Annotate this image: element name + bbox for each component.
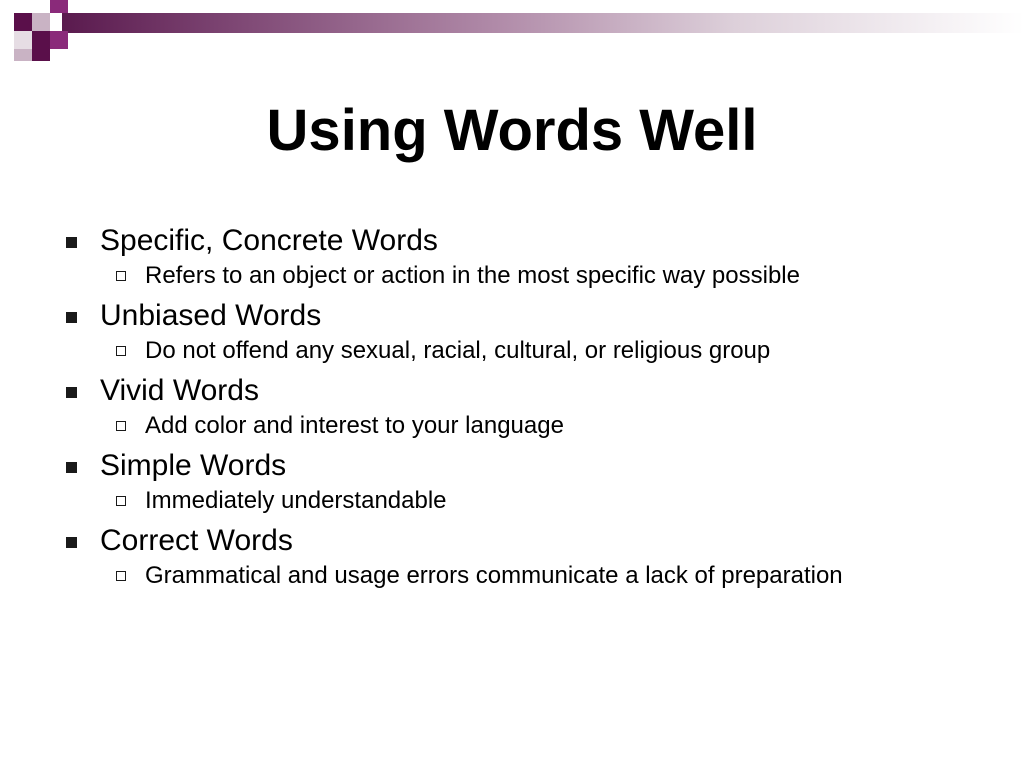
bullet-label: Specific, Concrete Words bbox=[100, 224, 438, 257]
hollow-square-bullet-icon bbox=[116, 421, 126, 431]
hollow-square-bullet-icon bbox=[116, 496, 126, 506]
sub-bullet-item bbox=[66, 562, 966, 590]
bullet-label: Correct Words bbox=[100, 524, 293, 557]
hollow-square-bullet-icon bbox=[116, 271, 126, 281]
bullet-item bbox=[66, 220, 966, 262]
bullet-label: Unbiased Words bbox=[100, 299, 322, 332]
bullet-label: Vivid Words bbox=[100, 374, 259, 407]
bullet-item bbox=[66, 295, 966, 337]
decor-square bbox=[14, 49, 32, 61]
decor-square bbox=[50, 31, 68, 49]
slide-title: Using Words Well bbox=[266, 98, 758, 163]
sub-bullet-label: Do not offend any sexual, racial, cultural, or religious group bbox=[145, 337, 771, 364]
decor-square bbox=[32, 13, 50, 31]
sub-bullet-label: Immediately understandable bbox=[145, 487, 447, 514]
bullet-item bbox=[66, 445, 966, 487]
bullet-label: Simple Words bbox=[100, 449, 287, 482]
square-bullet-icon bbox=[66, 462, 77, 473]
decor-square bbox=[50, 0, 68, 13]
sub-bullet-label: Add color and interest to your language bbox=[145, 412, 564, 439]
sub-bullet-label: Refers to an object or action in the most specific way possible bbox=[145, 262, 800, 289]
square-bullet-icon bbox=[66, 237, 77, 248]
decor-square bbox=[32, 31, 50, 49]
sub-bullet-item bbox=[66, 262, 966, 290]
hollow-square-bullet-icon bbox=[116, 346, 126, 356]
bullet-list bbox=[66, 220, 966, 595]
decor-square bbox=[14, 13, 32, 31]
decor-square bbox=[14, 31, 32, 49]
sub-bullet-label: Grammatical and usage errors communicate a lack of preparation bbox=[145, 562, 843, 589]
bullet-item bbox=[66, 520, 966, 562]
sub-bullet-item bbox=[66, 487, 966, 515]
hollow-square-bullet-icon bbox=[116, 571, 126, 581]
header-gradient-band bbox=[62, 13, 1024, 33]
decor-square bbox=[32, 49, 50, 61]
square-bullet-icon bbox=[66, 312, 77, 323]
square-bullet-icon bbox=[66, 387, 77, 398]
sub-bullet-item bbox=[66, 337, 966, 365]
bullet-item bbox=[66, 370, 966, 412]
square-bullet-icon bbox=[66, 537, 77, 548]
sub-bullet-item bbox=[66, 412, 966, 440]
